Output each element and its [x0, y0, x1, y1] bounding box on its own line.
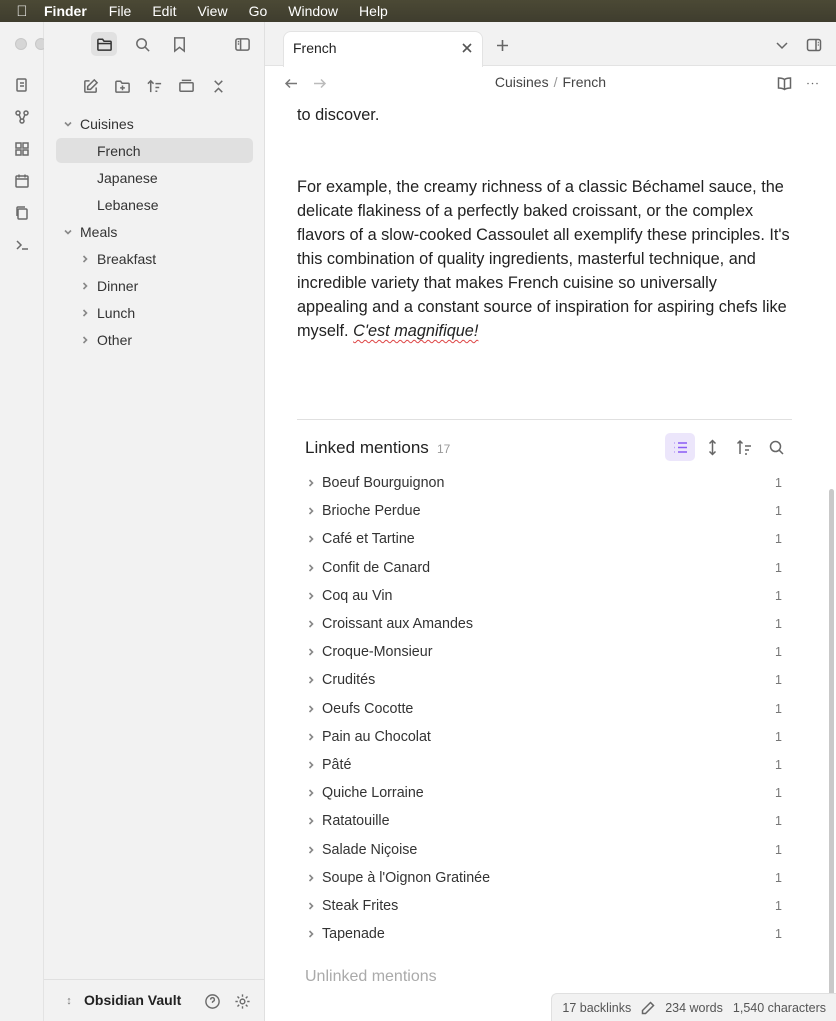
tree-item-label: French: [97, 142, 141, 159]
change-sort-order-icon[interactable]: [141, 74, 167, 98]
linked-mention-name[interactable]: Coq au Vin: [322, 587, 393, 604]
paragraph-2-italic: C'est magnifique!: [353, 322, 479, 340]
close-tab-icon[interactable]: [460, 41, 474, 55]
chevron-right-icon[interactable]: [305, 900, 317, 912]
templates-icon[interactable]: [13, 204, 31, 222]
linked-mention-row[interactable]: [297, 807, 792, 835]
chevron-right-icon[interactable]: [305, 533, 317, 545]
linked-mentions-title[interactable]: Linked mentions: [305, 438, 429, 457]
chevron-right-icon[interactable]: [305, 703, 317, 715]
tree-item-label: Cuisines: [80, 115, 134, 132]
graph-view-icon[interactable]: [13, 108, 31, 126]
linked-mention-name[interactable]: Steak Frites: [322, 897, 399, 914]
sort-order-icon[interactable]: [729, 433, 759, 461]
linked-mention-name[interactable]: Oeufs Cocotte: [322, 700, 414, 717]
linked-mention-row[interactable]: [297, 666, 792, 694]
linked-mention-count: 1: [775, 814, 782, 829]
macos-menubar: [0, 0, 836, 22]
linked-mention-row[interactable]: [297, 920, 792, 948]
tree-folder-cuisines[interactable]: [44, 110, 265, 137]
collapse-all-icon[interactable]: [205, 74, 231, 98]
collapse-sidebar-icon[interactable]: [229, 32, 255, 56]
reading-view-book-icon[interactable]: [774, 73, 794, 93]
chevron-right-icon[interactable]: [305, 618, 317, 630]
status-character-count: 1,540 characters: [732, 1000, 826, 1015]
linked-mention-count: 1: [775, 476, 782, 491]
tree-item-label: Meals: [80, 223, 118, 240]
auto-reveal-icon[interactable]: [173, 74, 199, 98]
linked-mention-count: 1: [775, 927, 782, 942]
tree-folder-meals[interactable]: [44, 218, 265, 245]
tab-list-chevron-icon[interactable]: [772, 35, 792, 55]
tree-file-french[interactable]: [44, 137, 265, 164]
linked-mention-name[interactable]: Croque-Monsieur: [322, 644, 433, 661]
obsidian-window: [0, 22, 836, 1021]
new-note-icon[interactable]: [77, 74, 103, 98]
status-backlinks[interactable]: 17 backlinks: [562, 1000, 632, 1015]
status-bar: [551, 993, 836, 1021]
chevron-right-icon[interactable]: [305, 872, 317, 884]
file-tree: [44, 110, 265, 353]
chevron-right-icon[interactable]: [305, 505, 317, 517]
chevron-right-icon[interactable]: [305, 928, 317, 940]
new-folder-icon[interactable]: [109, 74, 135, 98]
tree-item-label: Japanese: [97, 169, 158, 186]
linked-mention-name[interactable]: Ratatouille: [322, 813, 390, 830]
expand-results-icon[interactable]: [697, 433, 727, 461]
editor-scrollbar[interactable]: [829, 489, 834, 1007]
linked-mention-name[interactable]: Pâté: [322, 756, 352, 773]
menu-view[interactable]: View: [197, 3, 228, 19]
chevron-right-icon[interactable]: [305, 844, 317, 856]
linked-mention-count: 1: [775, 898, 782, 913]
linked-mention-row[interactable]: [297, 582, 792, 610]
tree-file-japanese[interactable]: [44, 164, 265, 191]
menu-help[interactable]: Help: [359, 3, 388, 19]
chevron-right-icon[interactable]: [305, 562, 317, 574]
chevron-right-icon: [79, 307, 91, 319]
linked-mention-row[interactable]: [297, 779, 792, 807]
linked-mention-row[interactable]: [297, 892, 792, 920]
new-tab-icon[interactable]: [492, 35, 512, 55]
canvas-icon[interactable]: [13, 140, 31, 158]
main-editor-area: [265, 22, 836, 1021]
open-another-vault-icon[interactable]: [13, 76, 31, 94]
linked-mentions-header: [305, 437, 792, 457]
selected-highlight: [56, 138, 253, 163]
list-view-icon[interactable]: [665, 433, 695, 461]
linked-mention-count: 1: [775, 842, 782, 857]
linked-mention-name[interactable]: Soupe à l'Oignon Gratinée: [322, 869, 491, 886]
settings-gear-icon[interactable]: [232, 991, 252, 1011]
left-ribbon: [0, 22, 44, 1021]
chevron-right-icon: [79, 253, 91, 265]
linked-mention-row[interactable]: [297, 864, 792, 892]
tree-file-lebanese[interactable]: [44, 191, 265, 218]
linked-mention-name[interactable]: Quiche Lorraine: [322, 785, 424, 802]
linked-mention-row[interactable]: [297, 835, 792, 863]
linked-mention-count: 1: [775, 645, 782, 660]
tree-item-label: Breakfast: [97, 250, 157, 267]
chevron-right-icon[interactable]: [305, 787, 317, 799]
tab-french[interactable]: [283, 31, 483, 67]
tree-folder-dinner[interactable]: [44, 272, 265, 299]
tab-title: French: [293, 40, 337, 56]
chevron-down-icon: [62, 226, 74, 238]
chevron-right-icon[interactable]: [305, 759, 317, 771]
linked-mention-count: 1: [775, 532, 782, 547]
chevron-right-icon[interactable]: [305, 674, 317, 686]
linked-mention-count: 1: [775, 673, 782, 688]
linked-mention-name[interactable]: Tapenade: [322, 926, 385, 943]
breadcrumb-separator: /: [553, 74, 558, 90]
linked-mention-row[interactable]: [297, 610, 792, 638]
edit-mode-pencil-icon[interactable]: [641, 1001, 655, 1015]
file-explorer-sidebar: [44, 22, 265, 1021]
breadcrumb-parent[interactable]: Cuisines: [494, 74, 549, 90]
tree-item-label: Lebanese: [97, 196, 159, 213]
note-content[interactable]: [297, 99, 792, 1021]
apple-menu-icon[interactable]: [0, 3, 44, 20]
linked-mention-count: 1: [775, 560, 782, 575]
daily-notes-icon[interactable]: [13, 172, 31, 190]
chevron-right-icon: [79, 334, 91, 346]
linked-mention-row[interactable]: [297, 723, 792, 751]
linked-mention-name[interactable]: Café et Tartine: [322, 531, 415, 548]
linked-mention-name[interactable]: Salade Niçoise: [322, 841, 418, 858]
menu-file[interactable]: File: [108, 3, 132, 19]
command-palette-icon[interactable]: [13, 236, 31, 254]
chevron-right-icon: [79, 280, 91, 292]
linked-mention-name[interactable]: Crudités: [322, 672, 376, 689]
tab-bar: [265, 22, 836, 66]
linked-mention-name[interactable]: Brioche Perdue: [322, 503, 421, 520]
view-header: [265, 67, 836, 99]
menu-window[interactable]: Window: [288, 3, 339, 19]
tree-folder-lunch[interactable]: [44, 299, 265, 326]
paragraph-2-text: For example, the creamy richness of a classic Béchamel sauce, the delicate flakiness of a perfectly baked croissant, or the complex flavors of a slow-cooked Cassoulet all exemplify these principles. It's this combination of quality ingredients, masterful technique, and incredible variety that makes French cuisine so universally appealing and a constant source of inspiration for aspiring chefs like myself.: [297, 178, 790, 340]
chevron-right-icon[interactable]: [305, 731, 317, 743]
paragraph-1: to discover.: [297, 106, 380, 124]
chevron-down-icon: [62, 118, 74, 130]
linked-mentions-count: 17: [437, 442, 451, 456]
menu-edit[interactable]: Edit: [152, 3, 177, 19]
unlinked-mentions-title[interactable]: Unlinked mentions: [305, 968, 437, 985]
tree-folder-other[interactable]: [44, 326, 265, 353]
linked-mention-count: 1: [775, 504, 782, 519]
breadcrumb: [265, 74, 836, 90]
more-options-icon[interactable]: [802, 73, 822, 93]
linked-mention-name[interactable]: Pain au Chocolat: [322, 728, 431, 745]
linked-mention-name[interactable]: Croissant aux Amandes: [322, 616, 473, 633]
search-tab-icon[interactable]: [129, 32, 155, 56]
linked-mention-name[interactable]: Boeuf Bourguignon: [322, 475, 445, 492]
linked-mention-count: 1: [775, 617, 782, 632]
chevron-right-icon[interactable]: [305, 646, 317, 658]
menu-app-name[interactable]: Finder: [44, 3, 87, 19]
linked-mention-count: 1: [775, 870, 782, 885]
linked-mention-row[interactable]: [297, 751, 792, 779]
close-window-button[interactable]: [15, 38, 27, 50]
linked-mention-row[interactable]: [297, 554, 792, 582]
files-tab-icon[interactable]: [91, 32, 117, 56]
vault-switcher-bar: [44, 979, 265, 1021]
paragraph-2: [297, 175, 792, 343]
linked-mention-count: 1: [775, 729, 782, 744]
tree-item-label: Lunch: [97, 304, 136, 321]
linked-mention-count: 1: [775, 701, 782, 716]
linked-mention-count: 1: [775, 588, 782, 603]
tree-item-label: Other: [97, 331, 133, 348]
linked-mention-count: 1: [775, 757, 782, 772]
linked-mention-row[interactable]: [297, 695, 792, 723]
vault-switch-chevron-icon[interactable]: ↕: [66, 995, 72, 1007]
toggle-right-sidebar-icon[interactable]: [804, 35, 824, 55]
linked-mention-row[interactable]: [297, 525, 792, 553]
menu-go[interactable]: Go: [248, 3, 268, 19]
file-explorer-actions: [44, 74, 265, 98]
chevron-right-icon[interactable]: [305, 477, 317, 489]
help-icon[interactable]: [202, 991, 222, 1011]
vault-name[interactable]: Obsidian Vault: [84, 992, 182, 1008]
status-word-count: 234 words: [665, 1000, 723, 1015]
tree-item-label: Dinner: [97, 277, 139, 294]
linked-mention-name[interactable]: Confit de Canard: [322, 559, 431, 576]
breadcrumb-current[interactable]: French: [562, 74, 607, 90]
sidebar-tab-header: [44, 32, 265, 56]
linked-mentions-list: [297, 469, 792, 948]
chevron-right-icon[interactable]: [305, 815, 317, 827]
linked-mention-row[interactable]: [297, 469, 792, 497]
tree-folder-breakfast[interactable]: [44, 245, 265, 272]
linked-mention-row[interactable]: [297, 497, 792, 525]
linked-mention-row[interactable]: [297, 638, 792, 666]
bookmarks-tab-icon[interactable]: [166, 32, 192, 56]
backlinks-divider: [297, 419, 792, 420]
search-icon[interactable]: [761, 433, 791, 461]
chevron-right-icon[interactable]: [305, 590, 317, 602]
linked-mention-count: 1: [775, 786, 782, 801]
